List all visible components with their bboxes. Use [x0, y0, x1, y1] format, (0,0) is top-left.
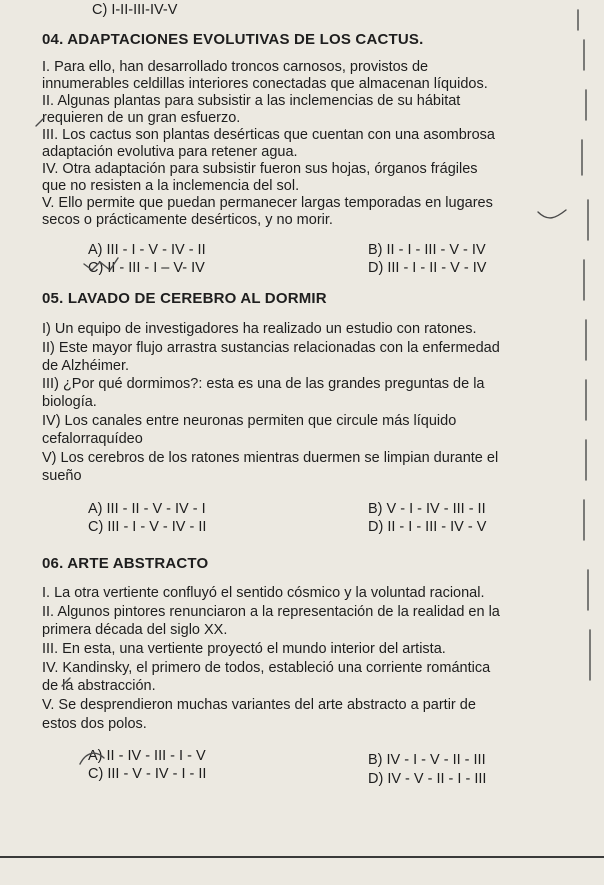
q04-line-8: que no resisten a la inclemencia del sol. [42, 178, 300, 194]
bottom-rule [0, 856, 604, 858]
q04-option-a[interactable]: A) III - I - V - IV - II [88, 242, 206, 258]
q06-title: 06. ARTE ABSTRACTO [42, 555, 209, 572]
q04-option-b[interactable]: B) II - I - III - V - IV [368, 242, 486, 258]
q06-option-c[interactable]: C) III - V - IV - I - II [88, 766, 207, 782]
q06-line-3: primera década del siglo XX. [42, 622, 228, 638]
q05-option-b[interactable]: B) V - I - IV - III - II [368, 501, 486, 517]
q04-line-1: I. Para ello, han desarrollado troncos carnosos, provistos de [42, 59, 429, 75]
q04-line-7: IV. Otra adaptación para subsistir fueron sus hojas, órganos frágiles [42, 161, 478, 177]
q06-line-8: estos dos polos. [42, 716, 147, 732]
q04-option-d[interactable]: D) III - I - II - V - IV [368, 260, 487, 276]
q05-line-7: cefalorraquídeo [42, 431, 143, 447]
q06-line-2: II. Algunos pintores renunciaron a la representación de la realidad en la [42, 604, 500, 620]
q05-line-5: biología. [42, 394, 97, 410]
q04-line-10: secos o prácticamente desérticos, y no morir. [42, 212, 333, 228]
q05-line-9: sueño [42, 468, 82, 484]
q06-option-a[interactable]: A) II - IV - III - I - V [88, 748, 206, 764]
q05-option-a[interactable]: A) III - II - V - IV - I [88, 501, 206, 517]
q05-line-6: IV) Los canales entre neuronas permiten que circule más líquido [42, 413, 457, 429]
q05-title: 05. LAVADO DE CEREBRO AL DORMIR [42, 290, 327, 307]
q05-line-4: III) ¿Por qué dormimos?: esta es una de las grandes preguntas de la [42, 376, 485, 392]
q04-line-5: III. Los cactus son plantas desérticas que cuentan con una asombrosa [42, 127, 495, 143]
pencil-check-mark [538, 210, 566, 218]
q06-line-4: III. En esta, una vertiente proyectó el mundo interior del artista. [42, 641, 446, 657]
q04-line-6: adaptación evolutiva para retener agua. [42, 144, 298, 160]
q06-line-1: I. La otra vertiente confluyó el sentido cósmico y la voluntad racional. [42, 585, 485, 601]
q06-line-5: IV. Kandinsky, el primero de todos, estableció una corriente romántica [42, 660, 491, 676]
q06-line-7: V. Se desprendieron muchas variantes del arte abstracto a partir de [42, 697, 476, 713]
q05-line-3: de Alzhéimer. [42, 358, 130, 374]
q05-line-8: V) Los cerebros de los ratones mientras duermen se limpian durante el [42, 450, 499, 466]
q04-line-3: II. Algunas plantas para subsistir a las inclemencias de su hábitat [42, 93, 461, 109]
q05-line-1: I) Un equipo de investigadores ha realizado un estudio con ratones. [42, 321, 477, 337]
q06-line-6: de la abstracción. [42, 678, 156, 694]
q04-title: 04. ADAPTACIONES EVOLUTIVAS DE LOS CACTUS. [42, 31, 424, 48]
q04-line-4: requieren de un gran esfuerzo. [42, 110, 241, 126]
q04-option-c[interactable]: C) II - III - I – V- IV [88, 260, 205, 276]
q04-line-2: innumerables celdillas interiores conectadas que almacenan líquidos. [42, 76, 488, 92]
q05-line-2: II) Este mayor flujo arrastra sustancias relacionadas con la enfermedad [42, 340, 500, 356]
q04-line-9: V. Ello permite que puedan permanecer largas temporadas en lugares [42, 195, 493, 211]
q06-option-d[interactable]: D) IV - V - II - I - III [368, 771, 487, 787]
previous-question-option-c: C) I-II-III-IV-V [92, 2, 178, 18]
q05-option-c[interactable]: C) III - I - V - IV - II [88, 519, 207, 535]
q06-option-b[interactable]: B) IV - I - V - II - III [368, 752, 486, 768]
q05-option-d[interactable]: D) II - I - III - IV - V [368, 519, 487, 535]
